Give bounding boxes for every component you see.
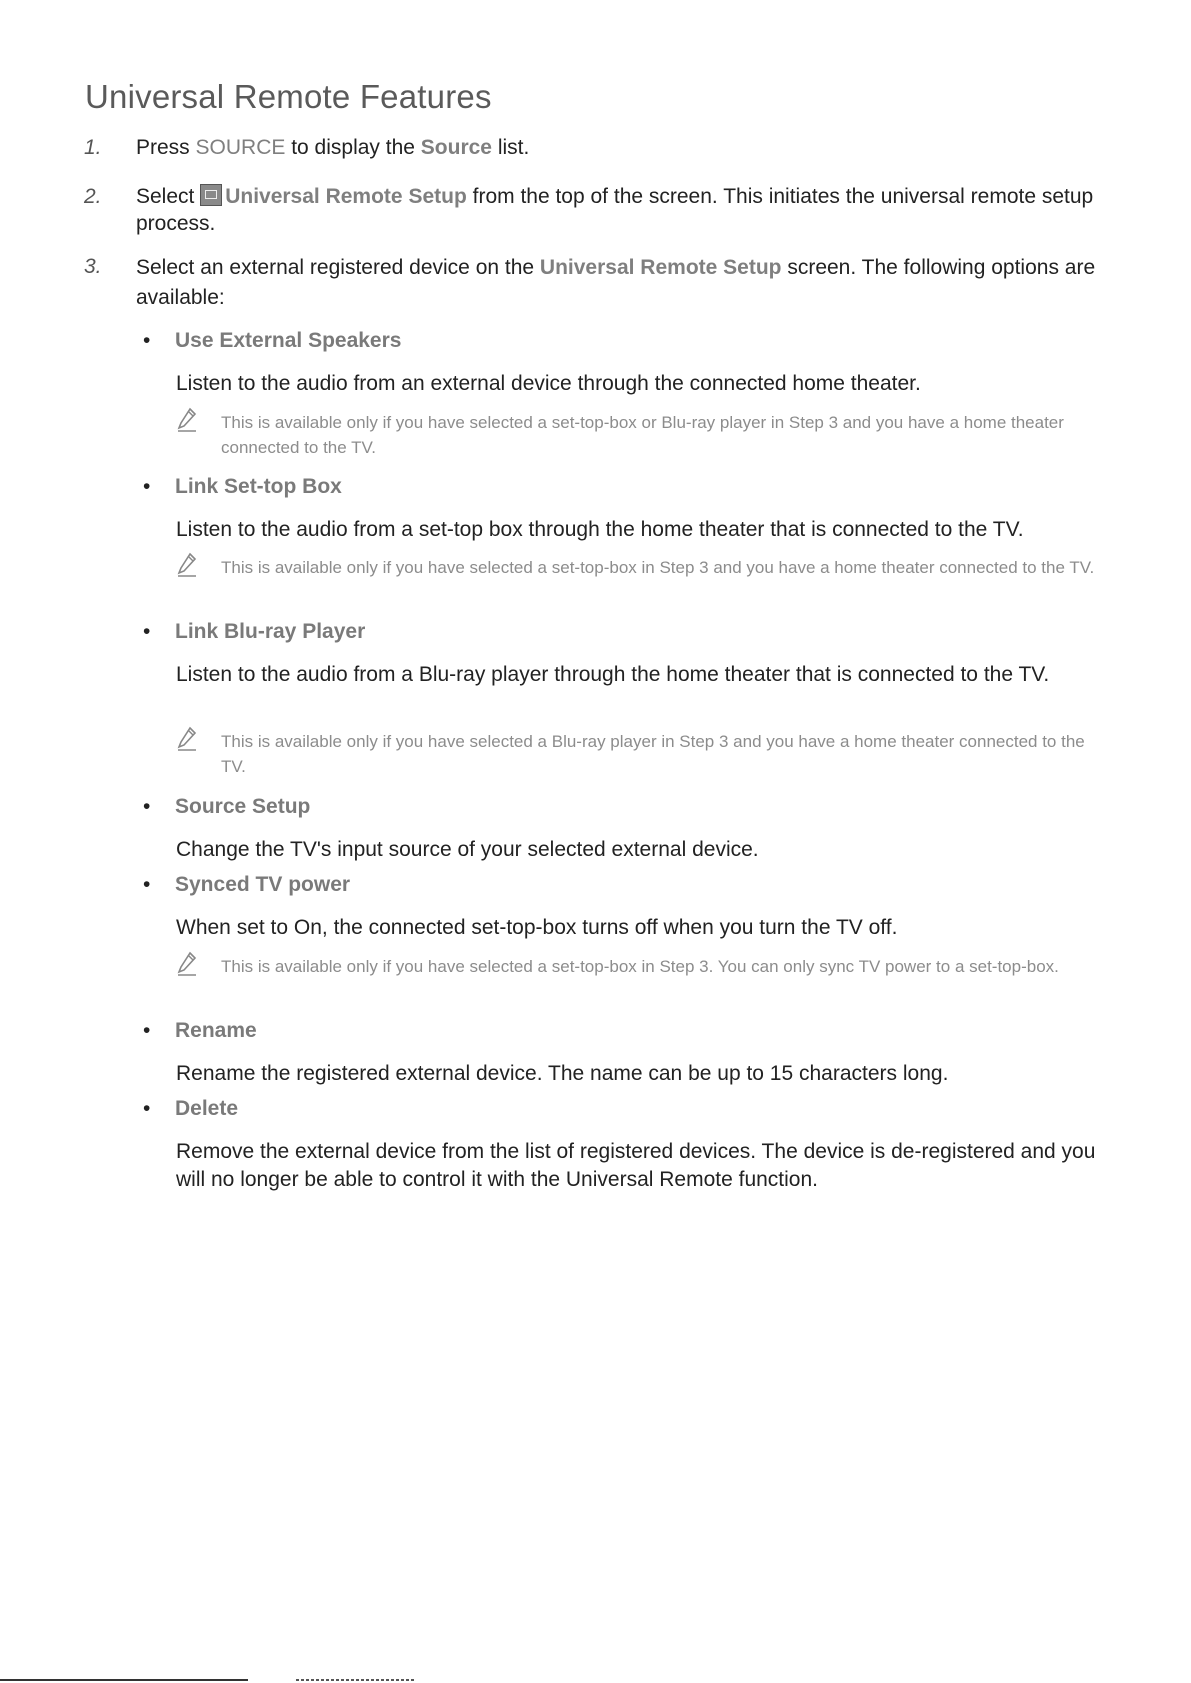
- option-description: Listen to the audio from a set-top box through the home theater that is connected to the TV.: [176, 518, 1024, 541]
- pencil-note-icon: [176, 726, 198, 752]
- bullet: •: [143, 620, 151, 643]
- option-title: Link Set-top Box: [175, 475, 342, 498]
- note-text: This is available only if you have selected a set-top-box or Blu-ray player in Step 3 and you have a home theater connected to the TV.: [221, 413, 1064, 457]
- step-number: 3.: [84, 255, 102, 278]
- source-list-label: Source: [420, 136, 492, 159]
- universal-remote-setup-label: Universal Remote Setup: [539, 256, 782, 279]
- bullet: •: [143, 329, 151, 352]
- source-setup-icon: [200, 184, 222, 206]
- bullet: •: [143, 795, 151, 818]
- option-title: Delete: [175, 1097, 239, 1120]
- option-title: Source Setup: [175, 795, 311, 818]
- option-description: Rename the registered external device. The name can be up to 15 characters long.: [176, 1062, 949, 1085]
- option-description: Remove the external device from the list of registered devices. The device is de-registered and you will no longer be able to control it with the Universal Remote function.: [176, 1140, 1096, 1191]
- option-title: Synced TV power: [175, 873, 351, 896]
- option-description: When set to On, the connected set-top-box turns off when you turn the TV off.: [176, 916, 898, 939]
- step-number: 1.: [84, 136, 102, 159]
- universal-remote-setup-label: Universal Remote Setup: [225, 185, 467, 208]
- step-text: Select an external registered device on the Universal Remote Setup screen. The following options are available:: [136, 256, 1096, 309]
- bullet: •: [143, 1097, 151, 1120]
- note-text: This is available only if you have selected a set-top-box in Step 3. You can only sync TV power to a set-top-box.: [221, 957, 1059, 976]
- step-number: 2.: [84, 185, 102, 208]
- bullet: •: [143, 873, 151, 896]
- option-title: Link Blu-ray Player: [175, 620, 366, 643]
- note-text: This is available only if you have selected a Blu-ray player in Step 3 and you have a home theater connected to the TV.: [221, 732, 1085, 776]
- footer-dotted-rule: [296, 1679, 414, 1681]
- bullet: •: [143, 475, 151, 498]
- option-description: Listen to the audio from a Blu-ray player through the home theater that is connected to the TV.: [176, 663, 1050, 686]
- option-title: Use External Speakers: [175, 329, 402, 352]
- step-text: Select Universal Remote Setup from the top of the screen. This initiates the universal remote setup process.: [136, 185, 1094, 235]
- pencil-note-icon: [176, 951, 198, 977]
- option-description: Listen to the audio from an external device through the connected home theater.: [176, 372, 921, 395]
- bullet: •: [143, 1019, 151, 1042]
- footer-rule: [0, 1679, 248, 1681]
- option-title: Rename: [175, 1019, 257, 1042]
- option-description: Change the TV's input source of your selected external device.: [176, 838, 759, 861]
- page-title: Universal Remote Features: [85, 78, 492, 115]
- pencil-note-icon: [176, 552, 198, 578]
- note-text: This is available only if you have selected a set-top-box in Step 3 and you have a home theater connected to the TV.: [221, 558, 1095, 577]
- step-text: Press SOURCE to display the Source list.: [136, 136, 530, 159]
- source-key-label: SOURCE: [195, 136, 286, 159]
- pencil-note-icon: [176, 407, 198, 433]
